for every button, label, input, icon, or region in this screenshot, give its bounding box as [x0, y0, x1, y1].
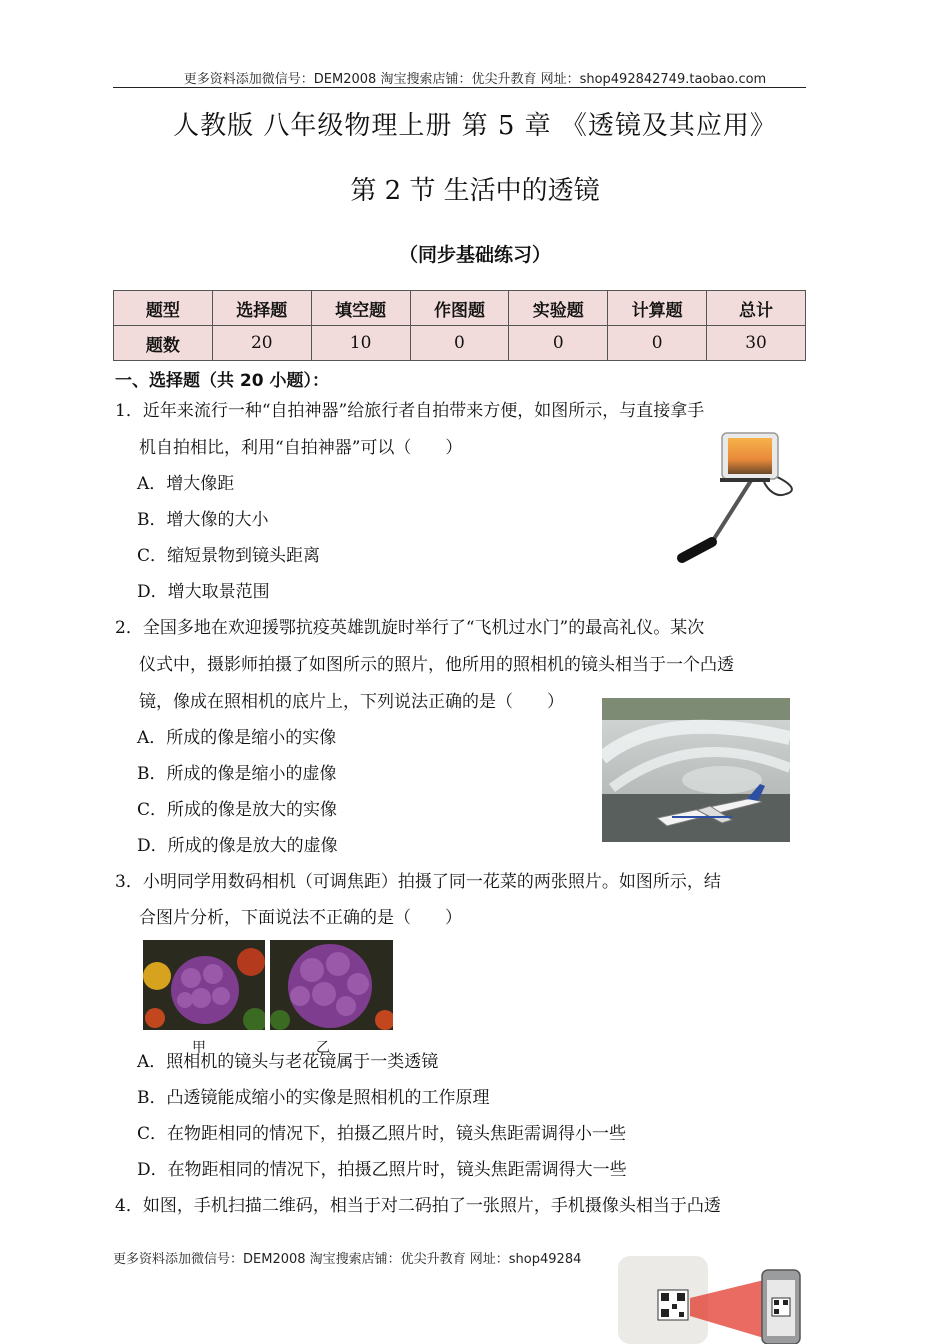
table-cell: 题型: [114, 291, 213, 326]
table-cell: 20: [212, 326, 311, 361]
table-cell: 题数: [114, 326, 213, 361]
q1-option-a: A．增大像距: [137, 474, 235, 494]
page-footer: 更多资料添加微信号：DEM2008 淘宝搜索店铺：优尖升教育 网址：shop49284: [113, 1252, 582, 1267]
q2-stem-line3: 镜，像成在照相机的底片上，下列说法正确的是（ ）: [139, 692, 564, 712]
section-heading: 一、选择题（共 20 小题）：: [115, 371, 329, 391]
q1-option-d: D．增大取景范围: [137, 582, 270, 602]
table-header-row: [114, 291, 806, 326]
cauliflower-photo-yi: [270, 940, 393, 1030]
q2-option-a: A．所成的像是缩小的实像: [137, 728, 337, 748]
q2-stem-line2: 仪式中，摄影师拍摄了如图所示的照片，他所用的照相机的镜头相当于一个凸透: [139, 655, 734, 675]
q4-stem-line1: 4．如图，手机扫描二维码，相当于对二码拍了一张照片，手机摄像头相当于凸透: [115, 1196, 721, 1216]
table-cell: 0: [410, 326, 509, 361]
table-cell: 10: [311, 326, 410, 361]
table-cell: 作图题: [410, 291, 509, 326]
q3-stem-line2: 合图片分析，下面说法不正确的是（ ）: [139, 908, 462, 928]
table-cell: 计算题: [608, 291, 707, 326]
cauliflower-photo-jia: [143, 940, 265, 1030]
table-cell: 0: [608, 326, 707, 361]
q1-stem-line2: 机自拍相比，利用“自拍神器”可以（ ）: [139, 438, 463, 458]
page-header: 更多资料添加微信号：DEM2008 淘宝搜索店铺：优尖升教育 网址：shop492842749.taobao.com: [183, 72, 767, 87]
selfie-stick-image: [660, 430, 800, 570]
q3-option-b: B．凸透镜能成缩小的实像是照相机的工作原理: [137, 1088, 490, 1108]
subtitle: （同步基础练习）: [398, 244, 551, 266]
table-cell: 0: [509, 326, 608, 361]
qr-scan-image: [614, 1254, 814, 1344]
header-divider: [113, 87, 806, 88]
document-title: 人教版 八年级物理上册 第 5 章 《透镜及其应用》: [173, 111, 777, 141]
q3-option-d: D．在物距相同的情况下，拍摄乙照片时，镜头焦距需调得大一些: [137, 1160, 627, 1180]
q2-stem-line1: 2．全国多地在欢迎援鄂抗疫英雄凯旋时举行了“飞机过水门”的最高礼仪。某次: [115, 618, 705, 638]
q1-option-b: B．增大像的大小: [137, 510, 269, 530]
q3-option-a: A．照相机的镜头与老花镜属于一类透镜: [137, 1052, 439, 1072]
q2-option-b: B．所成的像是缩小的虚像: [137, 764, 337, 784]
table-cell: 总计: [707, 291, 806, 326]
q2-option-d: D．所成的像是放大的虚像: [137, 836, 338, 856]
q3-stem-line1: 3．小明同学用数码相机（可调焦距）拍摄了同一花菜的两张照片。如图所示，结: [115, 872, 721, 892]
table-cell: 填空题: [311, 291, 410, 326]
q2-option-c: C．所成的像是放大的实像: [137, 800, 338, 820]
table-cell: 实验题: [509, 291, 608, 326]
question-type-table: [113, 290, 806, 361]
caption-yi: 乙: [316, 1040, 330, 1056]
airplane-water-salute-image: [602, 698, 790, 842]
table-cell: 选择题: [212, 291, 311, 326]
q1-option-c: C．缩短景物到镜头距离: [137, 546, 321, 566]
table-cell: 30: [707, 326, 806, 361]
caption-jia: 甲: [192, 1040, 206, 1056]
table-row: [114, 326, 806, 361]
q1-stem-line1: 1．近年来流行一种“自拍神器”给旅行者自拍带来方便，如图所示，与直接拿手: [115, 401, 705, 421]
q3-option-c: C．在物距相同的情况下，拍摄乙照片时，镜头焦距需调得小一些: [137, 1124, 627, 1144]
section-title: 第 2 节 生活中的透镜: [350, 176, 600, 206]
